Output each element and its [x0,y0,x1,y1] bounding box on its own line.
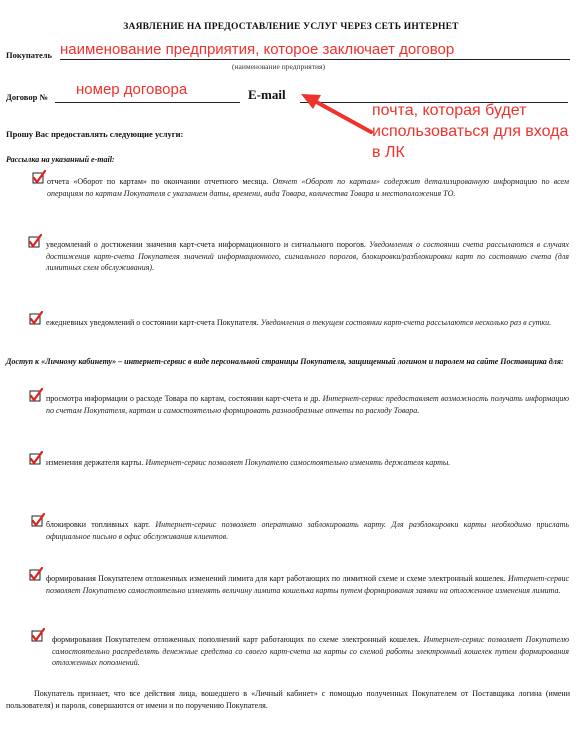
email-label: E-mail [248,87,286,102]
cabinet-item-note: Интернет-сервис позволяет оперативно заблокировать карту. Для разблокировки карты необходимо прислать официальное письмо в офис обслуживания клиентов. [46,520,570,541]
mailing-item [47,176,569,199]
red-arrow-icon [295,88,375,138]
red-checkmark-icon [29,388,43,402]
cabinet-item-note: Интернет-сервис позволяет Покупателю самостоятельно распределять денежные средства со своего карт-счета на карты со схемой работы электронный кошелек путем формирования отложенных пополнений. [52,635,570,667]
contract-number-annotation: номер договора [76,81,188,98]
contract-underline [55,101,240,103]
mailing-item-text: уведомлений о достижении значения карт-счета информационного и сигнального порогов. [46,240,366,249]
cabinet-item [46,457,569,469]
red-checkmark-icon [32,170,46,184]
cabinet-item-note: Интернет-сервис позволяет Покупателю самостоятельно изменять величину лимита кошелька карты путем формирования заявки на отложенное изменения лимита. [46,574,569,595]
cabinet-item-text: формирования Покупателем отложенных изменений лимита для карт работающих по лимитной схеме и схеме электронный кошелек. [46,574,506,583]
red-checkmark-icon [29,311,43,325]
cabinet-item-note: Интернет-сервис предоставляет возможность получать информацию по счетам Покупателя, картам и самостоятельно формировать разнообразные отчеты по расходу Товара. [46,394,569,415]
cabinet-item-text: просмотра информации о расходе Товара по картам, состоянии карт-счета и др. [46,394,321,403]
cabinet-item [46,573,569,596]
red-checkmark-icon [31,513,45,527]
cabinet-item-text: формирования Покупателем отложенных пополнений карт работающих по схеме электронный кошелек. [52,635,421,644]
red-checkmark-icon [29,451,43,465]
cabinet-item-text: блокировки топливных карт. [46,520,151,529]
mailing-item-note: Уведомления о текущем состоянии карт-счета рассылаются несколько раз в сутки. [260,318,552,327]
mailing-item-note: Уведомления о состоянии счета рассылаются в случаях достижения карт-счета Покупателя значений информационного, сигнального порогов, блокировки/разблокировки карт по состоянию счета (для лимитных схем обслуживания). [46,240,569,272]
mailing-heading: Рассылка на указанный e-mail: [6,155,115,164]
email-annotation: почта, которая будет использоваться для входа в ЛК [372,102,569,161]
red-checkmark-icon [28,234,42,248]
red-checkmark-icon [29,567,43,581]
document-title: ЗАЯВЛЕНИЕ НА ПРЕДОСТАВЛЕНИЕ УСЛУГ ЧЕРЕЗ СЕТЬ ИНТЕРНЕТ [123,22,459,32]
mailing-item-note: Отчет «Оборот по картам» содержит детализированную информацию по всем операциям по картам Покупателя с указанием даты, времени, вида Товара, количества Товара и местоположения ТО. [47,177,569,198]
buyer-caption: (наименование предприятия) [232,62,325,71]
red-checkmark-icon [31,628,45,642]
mailing-item [46,317,569,329]
buyer-label: Покупатель [6,50,53,60]
cabinet-item-text: изменения держателя карты. [46,458,144,467]
mailing-item-text: отчета «Оборот по картам» по окончании отчетного месяца. [47,177,269,186]
cabinet-item [52,634,569,669]
contract-label: Договор № [6,92,48,102]
mailing-item [46,239,569,274]
cabinet-item-note: Интернет-сервис позволяет Покупателю самостоятельно изменять держателя карты. [145,458,451,467]
cabinet-item [46,393,569,416]
request-line: Прошу Вас предоставлять следующие услуги: [6,129,184,139]
company-name-annotation: наименование предприятия, которое заключает договор [60,41,455,58]
mailing-item-text: ежедневных уведомлений о состоянии карт-счета Покупателя. [46,318,259,327]
footer-statement: Покупатель признает, что все действия лица, вошедшего в «Личный кабинет» с помощью полученных Покупателем от Поставщика логина (имени пользователя) и пароля, совершаются от имени и по поручению Покупателя. [6,689,570,710]
cabinet-item [46,519,569,542]
cabinet-heading: Доступ к «Личному кабинету» – интернет-сервис в виде персональной страницы Покупателя, защищенный логином и паролем на сайте Поставщика для: [6,357,564,366]
